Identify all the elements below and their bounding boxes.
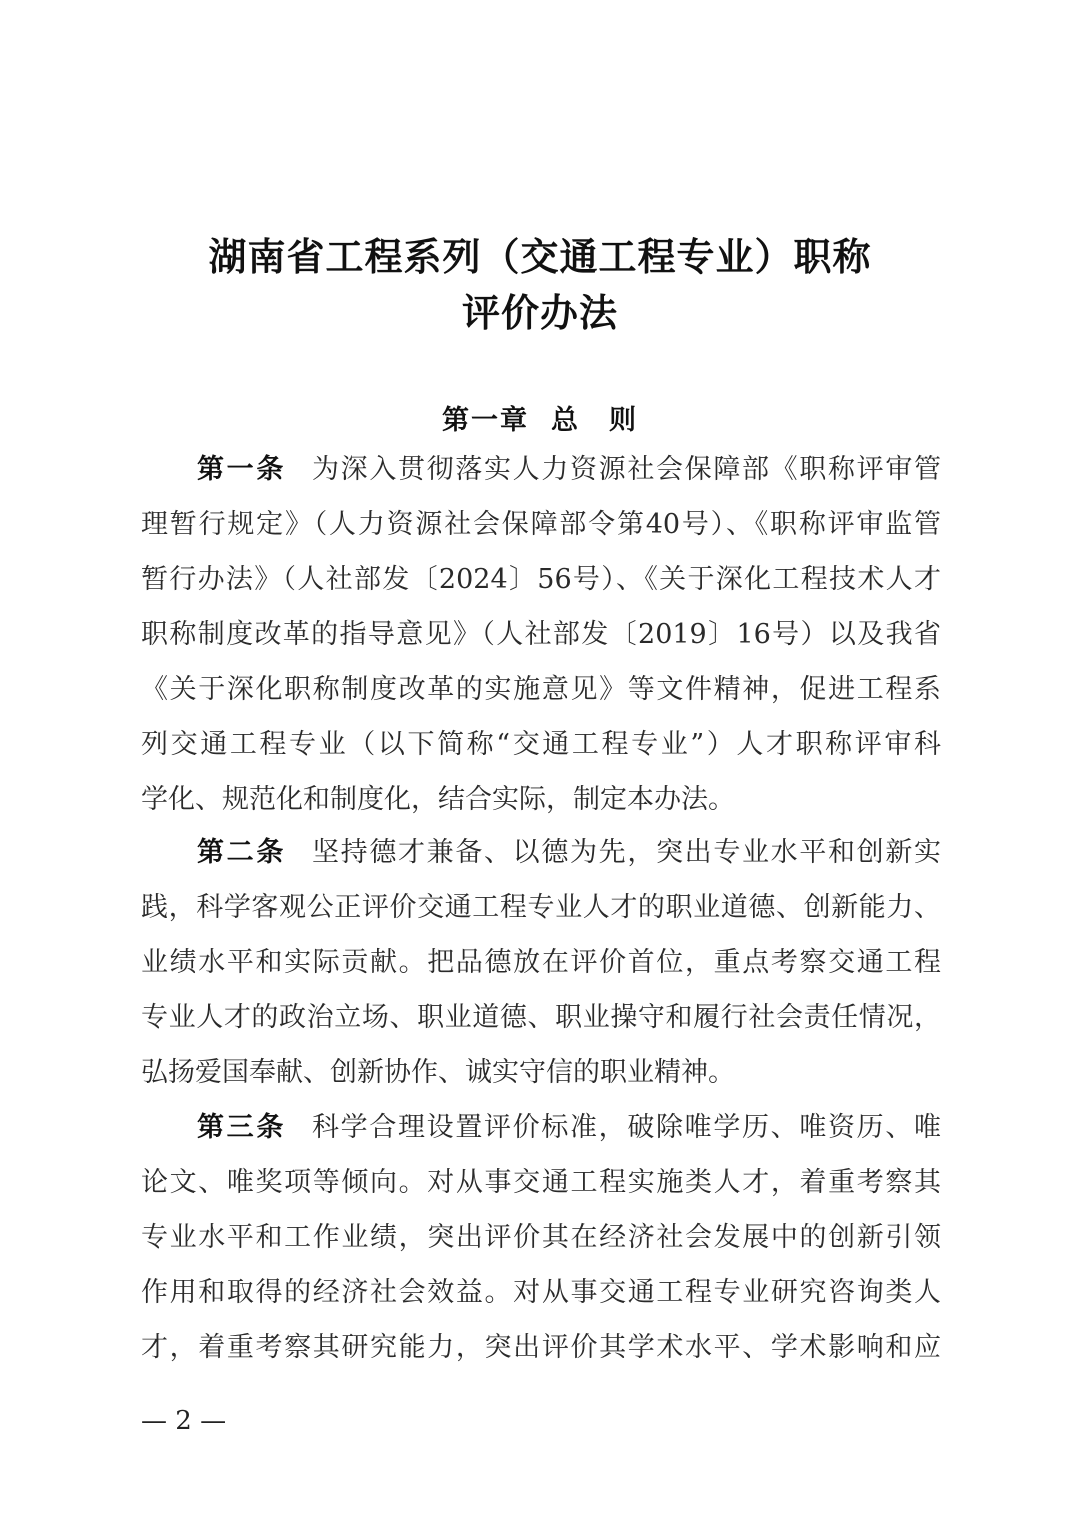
article-2-label: 第二条 xyxy=(197,837,286,868)
article-3-line-5: 才，着重考察其研究能力，突出评价其学术水平、学术影响和应 xyxy=(141,1332,941,1363)
chapter-heading xyxy=(0,398,1080,437)
article-1-line-4: 职称制度改革的指导意见》（人社部发〔2019〕16号）以及我省 xyxy=(141,619,941,650)
article-2-line-5: 弘扬爱国奉献、创新协作、诚实守信的职业精神。 xyxy=(141,1057,735,1088)
article-3-line-3: 专业水平和工作业绩，突出评价其在经济社会发展中的创新引领 xyxy=(141,1222,941,1253)
article-1-line-7: 学化、规范化和制度化，结合实际，制定本办法。 xyxy=(141,784,735,815)
chapter-number: 第一章 xyxy=(442,405,529,436)
article-3-line-1: 第三条 科学合理设置评价标准，破除唯学历、唯资历、唯 xyxy=(197,1112,941,1143)
article-2-line-4: 专业人才的政治立场、职业道德、职业操守和履行社会责任情况， xyxy=(141,1002,941,1033)
article-1-line-5: 《关于深化职称制度改革的实施意见》等文件精神，促进工程系 xyxy=(141,674,941,705)
article-2-line-1: 第二条 坚持德才兼备、以德为先，突出专业水平和创新实 xyxy=(197,837,941,868)
document-title-line-2: 评价办法 xyxy=(461,290,618,335)
article-2-line-3: 业绩水平和实际贡献。把品德放在评价首位，重点考察交通工程 xyxy=(141,947,941,978)
article-3-line-2: 论文、唯奖项等倾向。对从事交通工程实施类人才，着重考察其 xyxy=(141,1167,941,1198)
article-1-line-1: 第一条 为深入贯彻落实人力资源社会保障部《职称评审管 xyxy=(197,454,941,485)
article-1-line-2: 理暂行规定》（人力资源社会保障部令第40号）、《职称评审监管 xyxy=(141,509,941,540)
article-3-label: 第三条 xyxy=(197,1112,286,1143)
article-1-line-3: 暂行办法》（人社部发〔2024〕56号）、《关于深化工程技术人才 xyxy=(141,564,941,595)
page-number: — 2 — xyxy=(141,1406,227,1436)
document-title-line-1: 湖南省工程系列（交通工程专业）职称 xyxy=(208,234,872,279)
article-2-line-2: 践，科学客观公正评价交通工程专业人才的职业道德、创新能力、 xyxy=(141,892,941,923)
article-3-line-4: 作用和取得的经济社会效益。对从事交通工程专业研究咨询类人 xyxy=(141,1277,941,1308)
article-1-label: 第一条 xyxy=(197,454,286,485)
chapter-name: 总 则 xyxy=(551,405,638,436)
article-1-line-6: 列交通工程专业（以下简称“交通工程专业”）人才职称评审科 xyxy=(141,729,941,760)
